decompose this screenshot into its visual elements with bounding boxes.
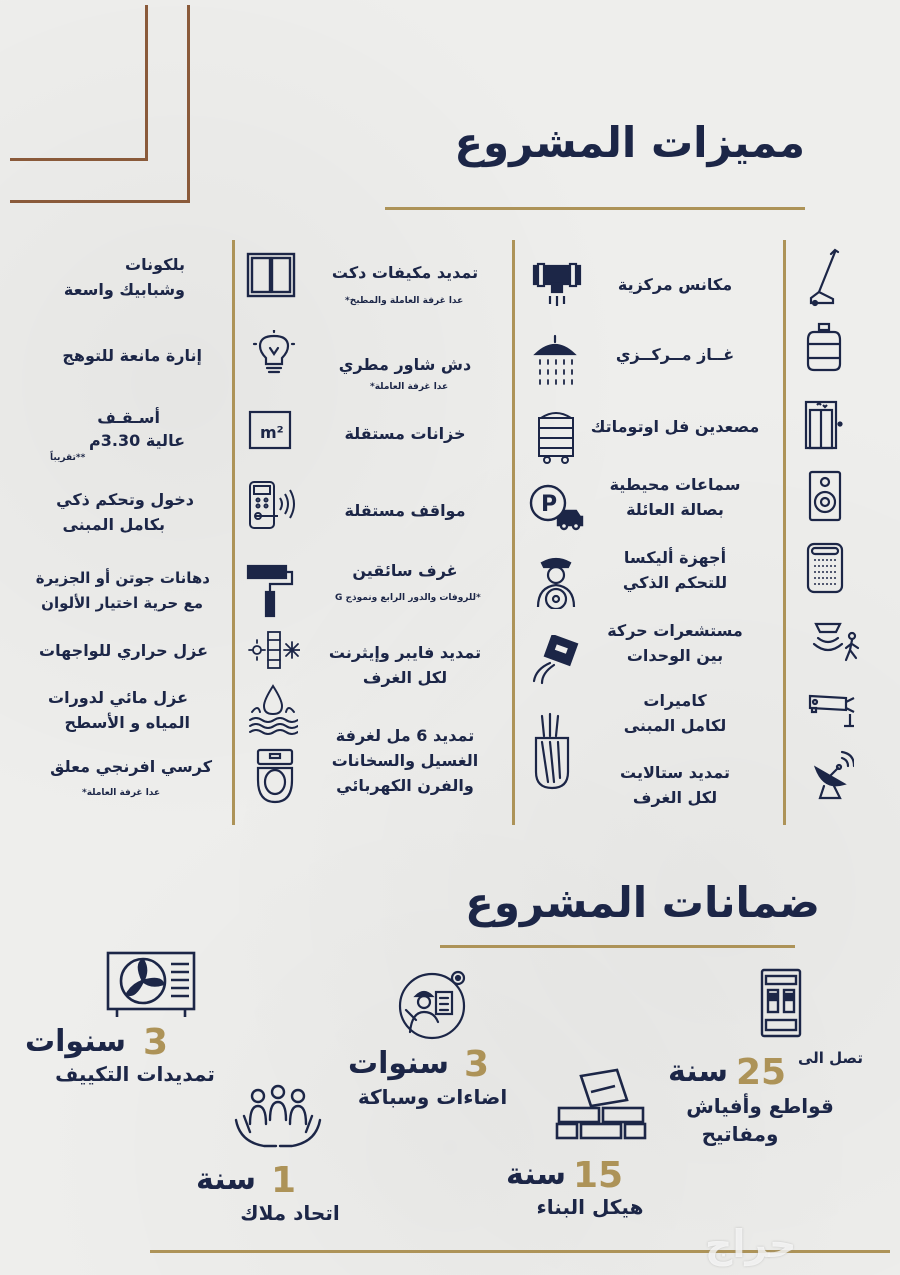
feature-label: إنارة مانعة للتوهج — [62, 346, 202, 365]
feature-label: خزانات مستقلة — [344, 424, 466, 443]
feature-label: دخول وتحكم ذكي — [56, 490, 194, 509]
feature-label: بلكونات — [125, 255, 185, 274]
guarantee-number: 1 — [271, 1160, 297, 1201]
guarantee-number: 3 — [464, 1044, 490, 1085]
feature-label: عزل مائي لدورات — [48, 688, 188, 707]
frame-line — [10, 158, 148, 161]
feature-label: دهانات جوتن أو الجزيرة — [35, 569, 210, 587]
camera-icon — [806, 692, 856, 728]
parking-icon — [528, 483, 586, 533]
column-divider — [783, 240, 786, 825]
guarantee-label: هيكل البناء — [536, 1195, 644, 1219]
feature-label: مستشعرات حركة — [607, 621, 743, 640]
feature-label: دش شاور مطري — [338, 355, 472, 374]
guarantee-number: 3 — [143, 1022, 169, 1063]
gas-cylinder-icon — [806, 322, 842, 374]
feature-note: **تقريباً — [50, 453, 86, 463]
feature-label: تمديد ستالايت — [620, 763, 730, 782]
feature-label: غرف سائقين — [352, 561, 458, 580]
water-tank-icon — [535, 408, 577, 464]
feature-note: عدا غرفة العاملة* — [82, 788, 161, 798]
guarantee-prefix: تصل الى — [798, 1049, 863, 1067]
feature-label: والفرن الكهربائي — [336, 776, 474, 795]
shower-icon — [532, 334, 578, 390]
guarantee-unit: سنة — [506, 1157, 566, 1192]
guarantee-label: قواطع وأفياش — [686, 1094, 834, 1118]
cables-icon — [530, 712, 574, 792]
watermark-logo: حراج — [705, 1222, 797, 1266]
thermal-insulation-icon — [248, 630, 300, 670]
feature-label: بكامل المبنى — [62, 515, 165, 534]
feature-note: عدا غرفة العاملة* — [370, 382, 449, 392]
feature-label: وشبابيك واسعة — [63, 280, 185, 299]
feature-label: مكانس مركزية — [617, 275, 733, 294]
guarantee-unit: سنة — [196, 1162, 256, 1197]
bulb-icon — [252, 330, 296, 380]
smart-lock-icon — [246, 480, 298, 530]
column-divider — [232, 240, 235, 825]
guarantee-label: تمديدات التكييف — [55, 1062, 215, 1086]
paint-roller-icon — [246, 562, 296, 618]
feature-label: المياه و الأسطح — [64, 713, 190, 732]
features-title-underline — [385, 207, 805, 210]
guarantee-unit: سنة — [668, 1054, 728, 1089]
feature-label: للتحكم الذكي — [622, 573, 728, 592]
ac-unit-icon — [105, 950, 197, 1020]
ethernet-icon — [526, 635, 582, 685]
circuit-breaker-icon — [758, 968, 804, 1038]
frame-line — [145, 5, 148, 161]
speaker-icon — [808, 470, 842, 522]
feature-label: لكل الغرف — [362, 668, 448, 687]
frame-line — [187, 5, 190, 203]
guarantee-number: 25 — [736, 1052, 787, 1093]
bricks-icon — [555, 1068, 651, 1142]
feature-label: لكامل المبنى — [623, 716, 727, 735]
features-title: مميزات المشروع — [454, 118, 805, 167]
feature-label: لكل الغرف — [632, 788, 718, 807]
feature-label: أسـقـف — [97, 408, 160, 427]
feature-label: عالية 3.30م — [89, 431, 185, 450]
feature-note: *للروفات والدور الرابع ونموذج G — [335, 593, 481, 603]
feature-note: عدا غرفة العاملة والمطبخ* — [345, 296, 464, 306]
area-m2-icon — [246, 408, 294, 452]
svg-text:P: P — [541, 492, 558, 517]
guarantee-number: 15 — [573, 1155, 624, 1196]
guarantees-title-underline — [440, 945, 795, 948]
elevator-icon — [804, 400, 844, 450]
community-hands-icon — [234, 1080, 322, 1156]
feature-label: عزل حراري للواجهات — [39, 641, 208, 660]
feature-label: كرسي افرنجي معلق — [50, 757, 212, 776]
feature-label: أجهزة أليكسا — [623, 548, 727, 567]
area-m2-text: m² — [260, 423, 284, 442]
motion-sensor-icon — [806, 622, 862, 666]
feature-label: مواقف مستقلة — [344, 501, 466, 520]
driver-icon — [532, 553, 580, 609]
feature-label: تمديد 6 مل لغرفة — [335, 726, 475, 745]
smart-speaker-icon — [806, 542, 844, 594]
feature-label: تمديد فايبر وإيثرنت — [328, 643, 482, 662]
guarantees-title: ضمانات المشروع — [465, 878, 820, 927]
pipes-icon — [532, 258, 582, 308]
vacuum-icon — [805, 248, 845, 308]
satellite-icon — [810, 750, 854, 800]
feature-label: كاميرات — [643, 691, 707, 710]
guarantee-label: اتحاد ملاك — [240, 1201, 340, 1225]
feature-label: بين الوحدات — [626, 646, 724, 665]
frame-line — [10, 200, 190, 203]
feature-label: تمديد مكيفات دكت — [331, 263, 479, 282]
maintenance-worker-icon — [396, 966, 470, 1040]
water-insulation-icon — [248, 684, 298, 736]
window-icon — [246, 252, 296, 298]
feature-label: غــاز مــركــزي — [615, 345, 735, 364]
guarantee-unit: سنوات — [348, 1046, 449, 1081]
guarantee-label: اضاءات وسباكة — [357, 1085, 508, 1109]
toilet-icon — [256, 748, 294, 804]
guarantee-unit: سنوات — [25, 1024, 126, 1059]
column-divider — [512, 240, 515, 825]
guarantee-label: ومفاتيح — [701, 1122, 779, 1146]
feature-label: سماعات محيطية — [609, 475, 741, 494]
feature-label: بصالة العائلة — [626, 500, 724, 519]
feature-label: الغسيل والسخانات — [331, 751, 479, 770]
feature-label: مع حرية اختيار الألوان — [41, 594, 203, 612]
feature-label: مصعدين فل اوتوماتك — [590, 417, 760, 436]
